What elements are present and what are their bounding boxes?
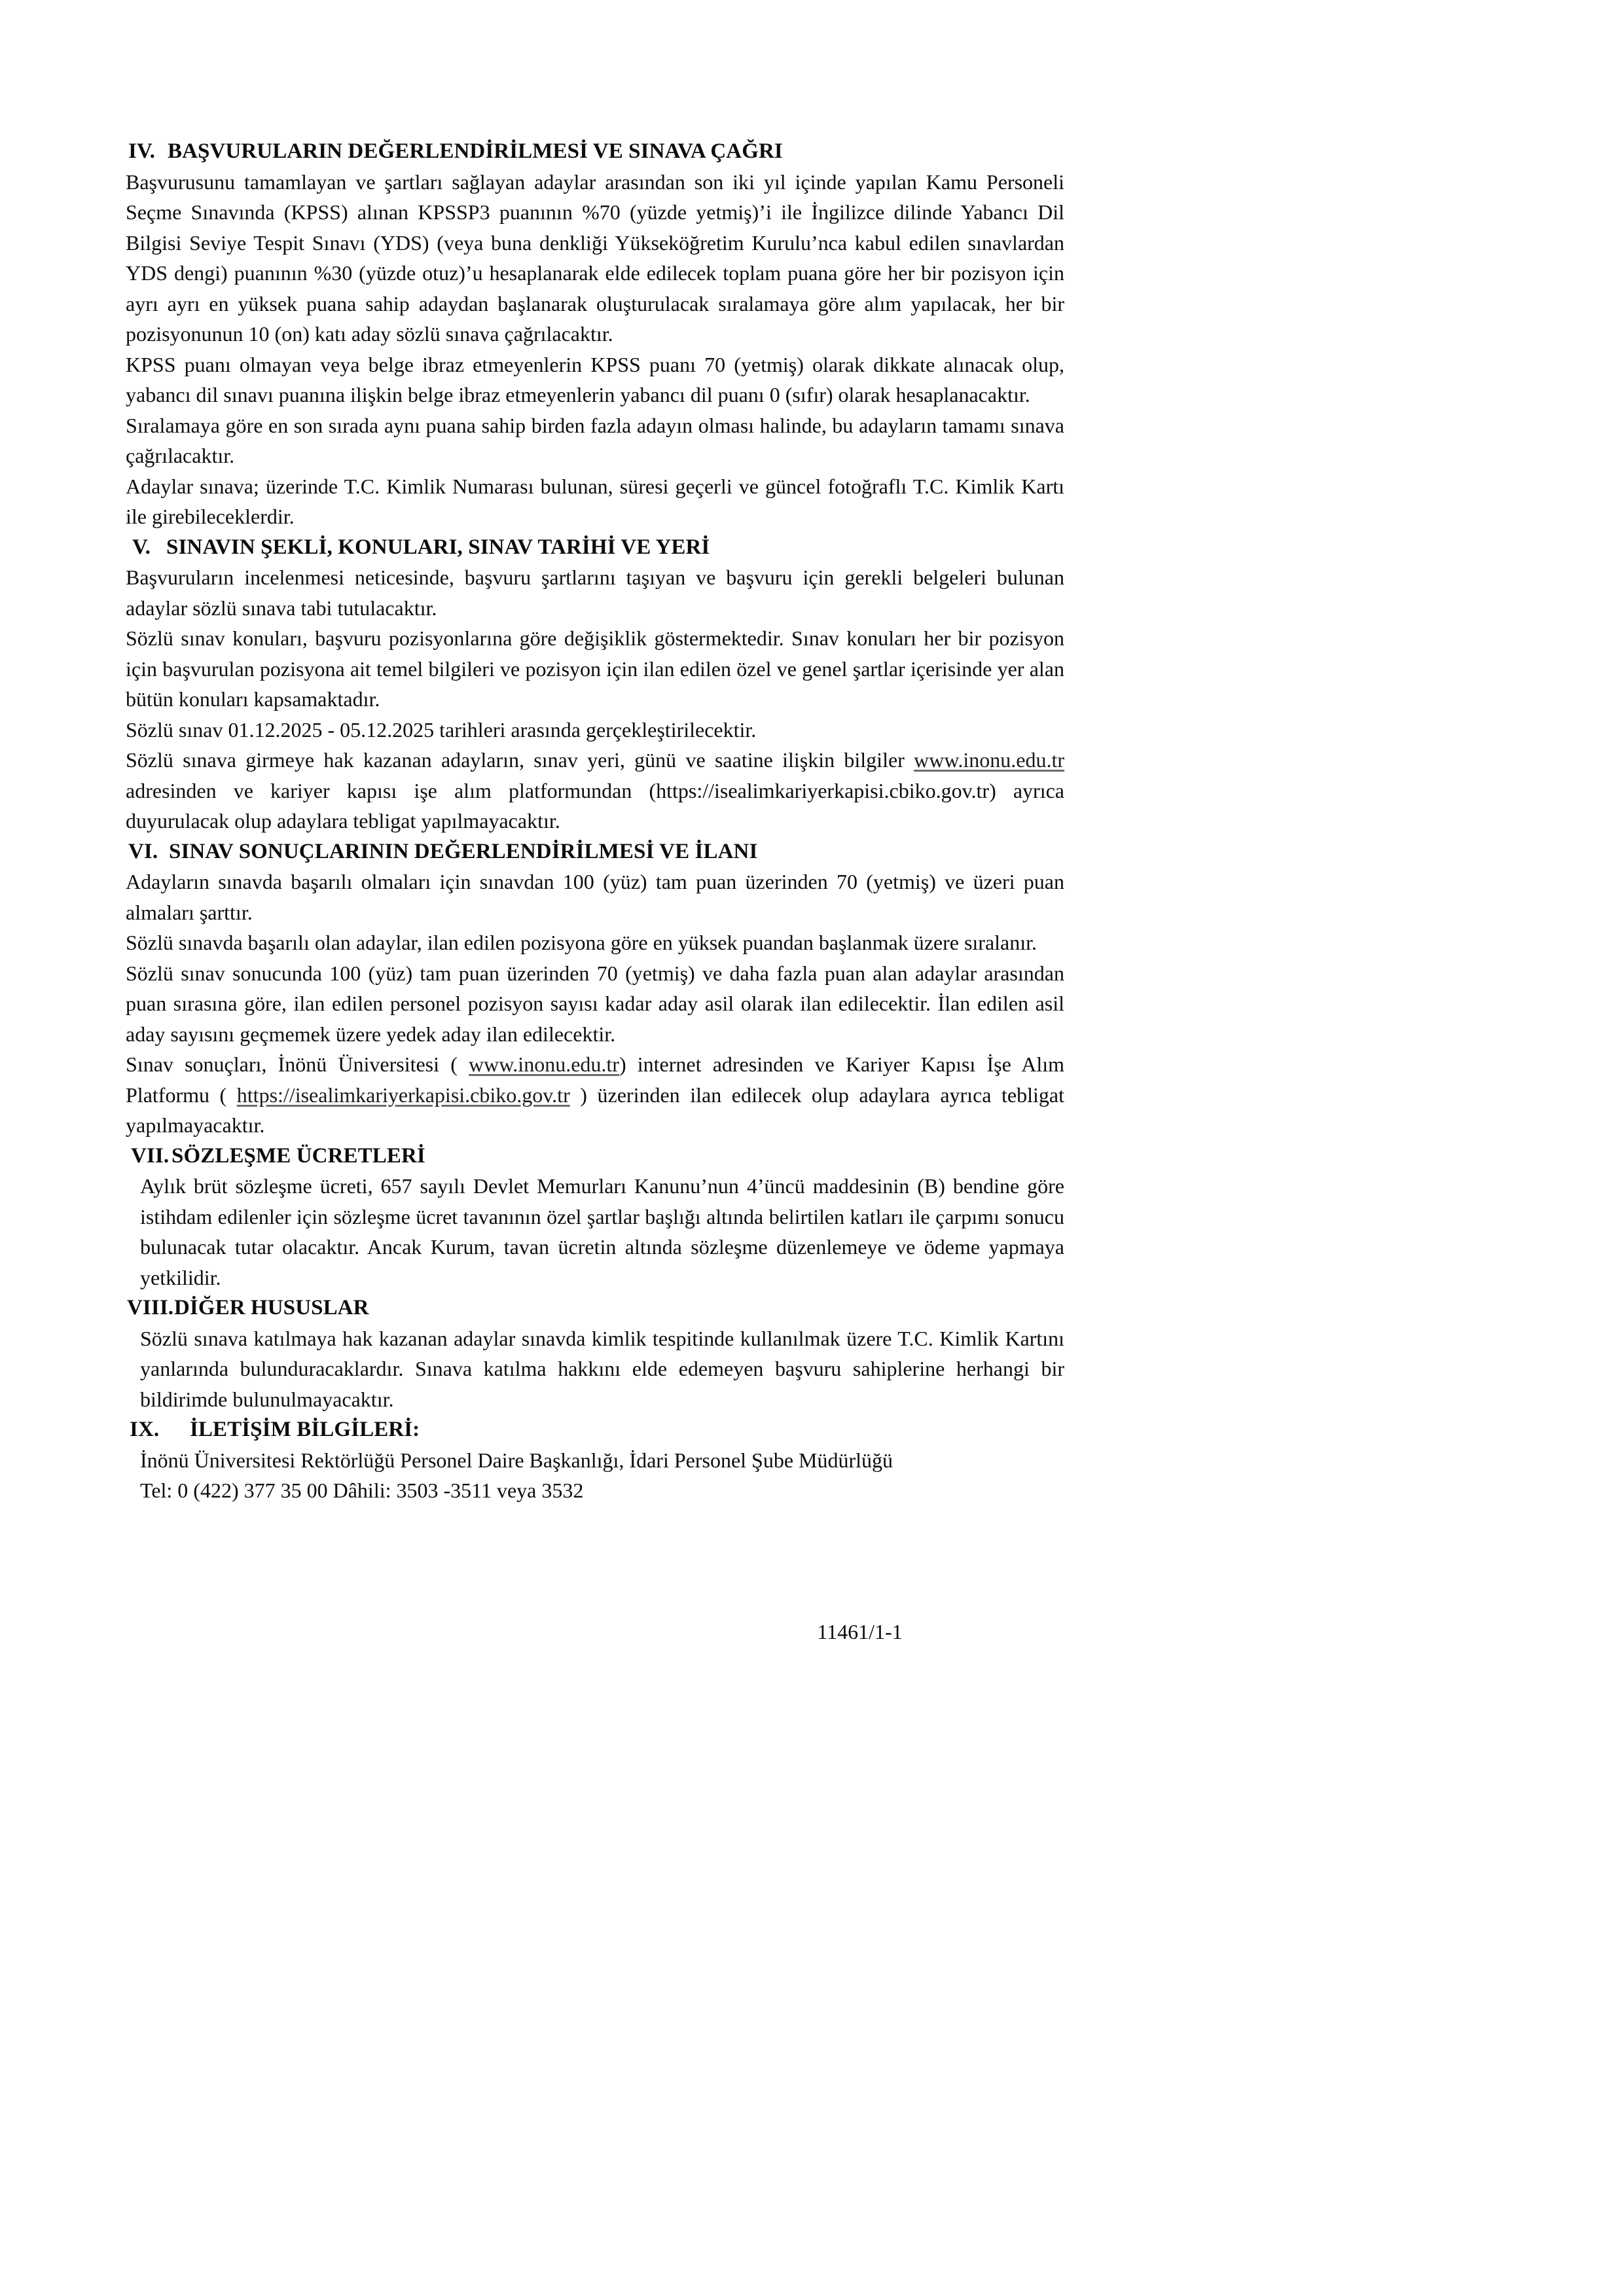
heading-section-viii — [126, 1293, 1064, 1323]
paragraph-vi-1: Adayların sınavda başarılı olmaları için sınavdan 100 (yüz) tam puan üzerinden 70 (yetmiş) ve üzeri puan almaları şarttır. — [126, 870, 1064, 924]
paragraph-iv-3: Sıralamaya göre en son sırada aynı puana sahip birden fazla adayın olması halinde, bu adayların tamamı sınava çağrılacaktır. — [126, 413, 1064, 467]
heading-title-v: SINAVIN ŞEKLİ, KONULARI, SINAV TARİHİ VE YERİ — [166, 535, 710, 559]
paragraph-iv-1: Başvurusunu tamamlayan ve şartları sağlayan adaylar arasından son iki yıl içinde yapılan Kamu Personeli Seçme Sınavında (KPSS) alınan KPSSP3 puanının %70 (yüzde yetmiş)’i ile İngilizce dilinde Yabancı Dil Bilgisi Seviye Tespit Sınavı (YDS) (veya buna denkliği Yükseköğretim Kurulu’nca kabul edilen sınavlardan YDS dengi) puanının %30 (yüzde otuz)’u hesaplanarak elde edilecek toplam puana göre her bir pozisyon için ayrı ayrı en yüksek puana sahip adaydan başlanarak oluşturulacak sıralamaya göre alım yapılacak, her bir pozisyonunun 10 (on) katı aday sözlü sınava çağrılacaktır. — [126, 170, 1064, 346]
paragraph-vii-1: Aylık brüt sözleşme ücreti, 657 sayılı Devlet Memurları Kanunu’nun 4’üncü maddesinin (B) bendine göre istihdam edilenler için sözleşme ücret tavanının özel şartlar başlığı altında belirtilen katları ile çarpımı sonucu bulunacak tutar olacaktır. Ancak Kurum, tavan ücretin altında sözleşme düzenlemeye ve ödeme yapmaya yetkilidir. — [140, 1174, 1064, 1289]
heading-numeral-v: V. — [132, 535, 151, 559]
heading-title-vi: SINAV SONUÇLARININ DEĞERLENDİRİLMESİ VE İLANI — [169, 839, 758, 863]
link-isealimkariyerkapisi[interactable]: https://isealimkariyerkapisi.cbiko.gov.tr — [236, 1083, 570, 1107]
paragraph-iv-4: Adaylar sınava; üzerinde T.C. Kimlik Numarası bulunan, süresi geçerli ve güncel fotoğraflı T.C. Kimlik Kartı ile girebileceklerdir. — [126, 474, 1064, 528]
heading-title-ix: İLETİŞİM BİLGİLERİ: — [190, 1418, 420, 1441]
heading-numeral-viii: VIII. — [127, 1296, 174, 1319]
paragraph-vi-results — [126, 1049, 1064, 1141]
heading-section-vi — [126, 836, 1064, 867]
link-inonu-edu-tr-2[interactable]: www.inonu.edu.tr — [469, 1052, 619, 1076]
paragraph-ix-phone: Tel: 0 (422) 377 35 00 Dâhili: 3503 -3511 veya 3532 — [140, 1479, 584, 1502]
heading-title-vii: SÖZLEŞME ÜCRETLERİ — [171, 1143, 425, 1168]
paragraph-ix-address: İnönü Üniversitesi Rektörlüğü Personel Daire Başkanlığı, İdari Personel Şube Müdürlüğü — [140, 1448, 893, 1472]
paragraph-iv-2: KPSS puanı olmayan veya belge ibraz etmeyenlerin KPSS puanı 70 (yetmiş) olarak dikkate alınacak olup, yabancı dil sınavı puanına ilişkin belge ibraz etmeyenlerin yabancı dil puanı 0 (sıfır) olarak hesaplanacaktır. — [126, 352, 1064, 406]
heading-title-viii: DİĞER HUSUSLAR — [174, 1296, 369, 1319]
heading-numeral-iv: IV. — [128, 139, 155, 163]
paragraph-v-2: Sözlü sınav konuları, başvuru pozisyonlarına göre değişiklik göstermektedir. Sınav konuları her bir pozisyon için başvurulan pozisyona ait temel bilgileri ve pozisyon için ilan edilen özel ve genel şartlar içerisinde yer alan bütün konuları kapsamaktadır. — [126, 626, 1064, 711]
paragraph-vi-results-p3: ) üzerinden ilan edilecek olup adaylara ayrıca tebligat yapılmayacaktır. — [126, 1083, 1065, 1137]
paragraph-v-3: Sözlü sınav 01.12.2025 - 05.12.2025 tarihleri arasında gerçekleştirilecektir. — [126, 717, 757, 742]
paragraph-vi-2: Sözlü sınavda başarılı olan adaylar, ilan edilen pozisyona göre en yüksek puandan başlanmak üzere sıralanır. — [126, 931, 1038, 954]
paragraph-vi-3: Sözlü sınav sonucunda 100 (yüz) tam puan üzerinden 70 (yetmiş) ve daha fazla puan alan adaylar arasından puan sırasına göre, ilan edilen personel pozisyon sayısı kadar aday asil olarak ilan edilecektir. İlan edilen asil aday sayısını geçmemek üzere yedek aday ilan edilecektir. — [126, 961, 1064, 1046]
paragraph-viii-1: Sözlü sınava katılmaya hak kazanan adaylar sınavda kimlik tespitinde kullanılmak üzere T.C. Kimlik Kartını yanlarında bulunduracaklardır. Sınava katılma hakkını elde edemeyen başvuru sahiplerine herhangi bir bildirimde bulunulmayacaktır. — [140, 1326, 1064, 1411]
footer-reference-row — [0, 1617, 1624, 1646]
paragraph-v-link-before: Sözlü sınava girmeye hak kazanan adayların, sınav yeri, günü ve saatine ilişkin bilgiler — [126, 748, 914, 772]
footer-reference: 11461/1-1 — [817, 1620, 903, 1643]
paragraph-vi-results-p1: Sınav sonuçları, İnönü Üniversitesi ( — [126, 1052, 469, 1076]
link-inonu-edu-tr[interactable]: www.inonu.edu.tr — [914, 748, 1064, 772]
heading-numeral-ix: IX. — [130, 1418, 160, 1441]
paragraph-v-link — [126, 745, 1064, 836]
paragraph-v-link-after: adresinden ve kariyer kapısı işe alım platformundan (https://isealimkariyerkapisi.cbiko.gov.tr) ayrıca duyurulacak olup adaylara tebligat yapılmayacaktır. — [126, 778, 1064, 833]
heading-section-vii — [126, 1141, 1064, 1172]
heading-title-iv: BAŞVURULARIN DEĞERLENDİRİLMESİ VE SINAVA ÇAĞRI — [168, 139, 783, 163]
heading-section-iv — [126, 136, 1064, 167]
heading-section-v — [126, 532, 1064, 563]
paragraph-vi-results-p2: ) internet adresinden ve Kariyer Kapısı İşe Alım Platformu ( — [126, 1052, 1065, 1107]
paragraph-v-1: Başvuruların incelenmesi neticesinde, başvuru şartlarını taşıyan ve başvuru için gerekli belgeleri bulunan adaylar sözlü sınava tabi tutulacaktır. — [126, 565, 1064, 620]
heading-numeral-vii: VII. — [131, 1143, 170, 1168]
heading-numeral-vi: VI. — [128, 839, 158, 863]
heading-section-ix — [126, 1414, 1064, 1445]
document-body — [126, 136, 1064, 1506]
